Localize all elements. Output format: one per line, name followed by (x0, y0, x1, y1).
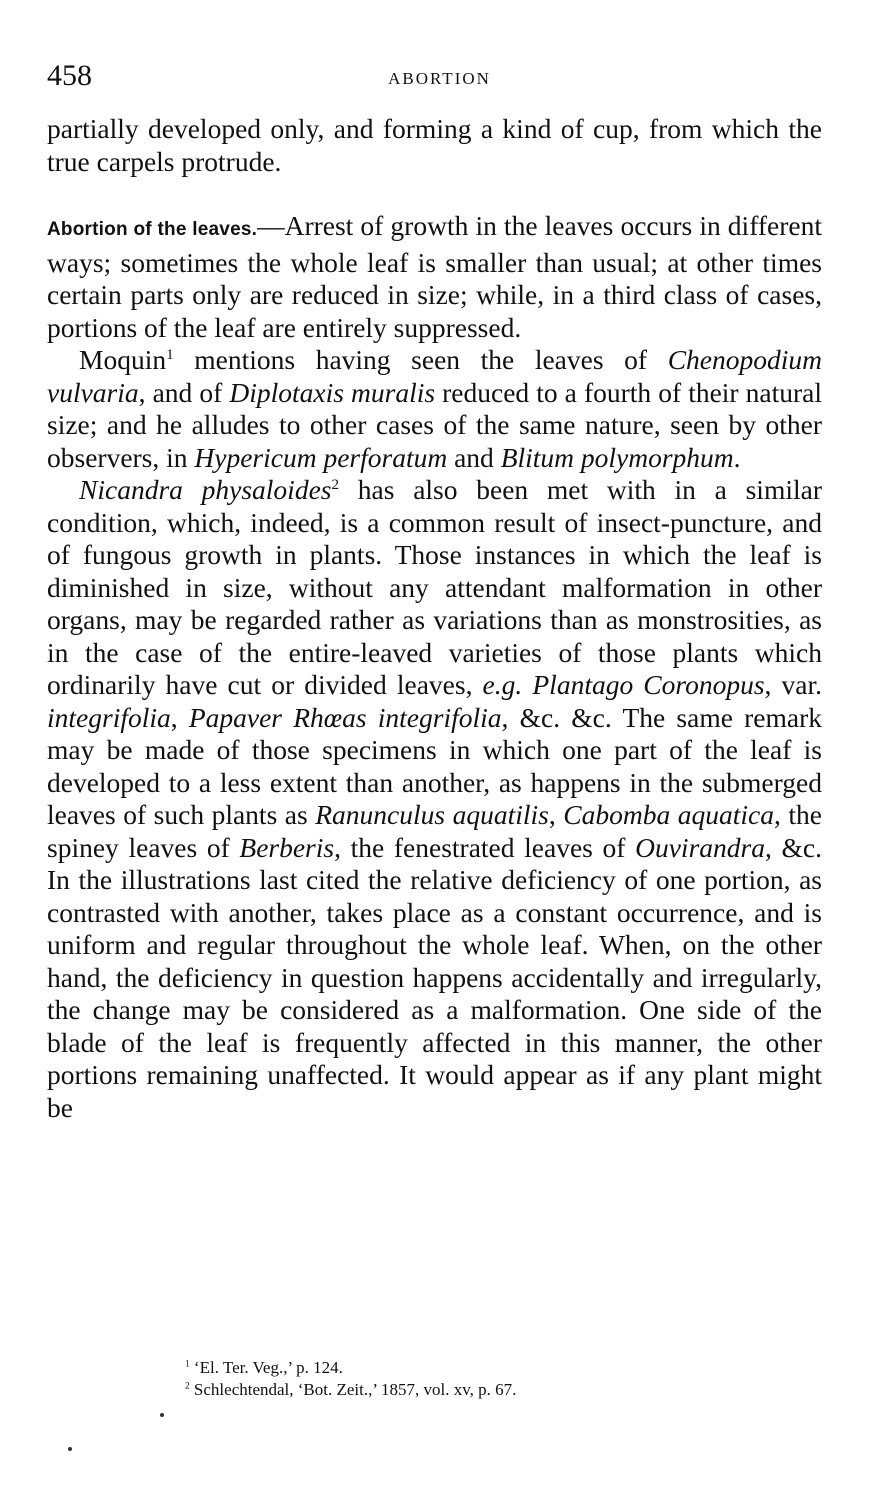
paragraph-nicandra (47, 474, 822, 1124)
species-name: Ranunculus aquatilis (315, 799, 549, 830)
footnote-mark: 2 (185, 1381, 190, 1392)
species-name: Cabomba aquatica (563, 799, 774, 830)
text-run: , and of (138, 376, 230, 408)
species-name: Diplotaxis muralis (229, 376, 436, 408)
text-run: reduced to a fourth of their natural size; and he alludes to other cases of the same nature, seen by other observers, in (47, 376, 823, 473)
footnote-2 (185, 1379, 785, 1401)
footnote-1 (185, 1357, 785, 1379)
species-name: Nicandra physaloides (79, 474, 332, 505)
text-run: , (548, 799, 564, 830)
species-name: integrifolia (47, 701, 171, 733)
species-name: Plantago Coronopus (532, 669, 765, 700)
page-number: 458 (47, 59, 92, 92)
body-text (47, 113, 822, 1124)
paragraph-abortion-of-leaves (47, 210, 822, 344)
species-name: Hypericum perforatum (194, 441, 448, 473)
text-run: mentions having seen the leaves of (173, 344, 668, 375)
ink-speck (160, 1413, 164, 1417)
text-run: , &c. &c. The same remark may be made of those specimens in which one part of the leaf is developed to a less extent than another, as happens in the submerged leaves of such plants as (47, 701, 822, 830)
text-run: , the spiney leaves of (47, 799, 822, 863)
text-run: , &c. In the illustrations last cited the relative deficiency of one portion, as contrasted with another, takes place as a constant occurrence, and is uniform and regular throughout the whole leaf. When, on the other hand, the deficiency in question happens accidentally and irregularly, the change may be considered as a malformation. One side of the blade of the leaf is frequently affected in this manner, the other portions remaining unaffected. It would appear as if any plant might be (47, 831, 822, 1123)
running-head: ABORTION (388, 69, 491, 88)
footnote-ref-1: 1 (166, 346, 174, 363)
ink-speck (68, 1447, 72, 1451)
footnote-ref-2: 2 (331, 476, 340, 493)
footnote-text: Schlechtendal, ‘Bot. Zeit.,’ 1857, vol. xv, p. 67. (193, 1380, 517, 1399)
section-heading: Abortion of the leaves. (47, 219, 258, 240)
species-name: Chenopodium vulvaria (47, 344, 822, 408)
footnote-text: ‘El. Ter. Veg.,’ p. 124. (193, 1358, 343, 1377)
page-header (47, 58, 822, 98)
paragraph-moquin (47, 344, 822, 474)
footnotes (185, 1357, 785, 1401)
footnote-mark: 1 (185, 1359, 190, 1370)
paragraph-text: —Arrest of growth in the leaves occurs in different ways; sometimes the whole leaf is smaller than usual; at other times certain parts only are reduced in size; while, in a third class of cases, portions of the leaf are entirely suppressed. (47, 210, 822, 343)
species-name: Papaver Rhœas integrifolia (188, 701, 502, 733)
species-name: Blitum polymorphum (500, 441, 734, 473)
text-run: has also been met with in a similar condition, which, indeed, is a common result of insect-puncture, and of fungous growth in plants. Those instances in which the leaf is diminished in size, without any attendant malformation in other organs, may be regarded rather as variations than as monstrosities, as in the case of the entire-leaved varieties of those plants which ordinarily have cut or divided leaves, (47, 474, 822, 700)
species-name: Berberis (239, 831, 335, 863)
species-name: Ouvirandra (635, 831, 765, 863)
text-run (522, 669, 532, 700)
text-run: . (733, 441, 741, 473)
text-run: Moquin (79, 344, 167, 375)
text-run: , the fenestrated leaves of (334, 831, 636, 863)
paragraph-continued: partially developed only, and forming a kind of cup, from which the true carpels protrude. (47, 113, 822, 177)
abbreviation: e.g. (482, 669, 523, 700)
text-run: , var. (764, 669, 822, 700)
text-run: and (447, 441, 501, 473)
text-run: , (170, 701, 189, 733)
